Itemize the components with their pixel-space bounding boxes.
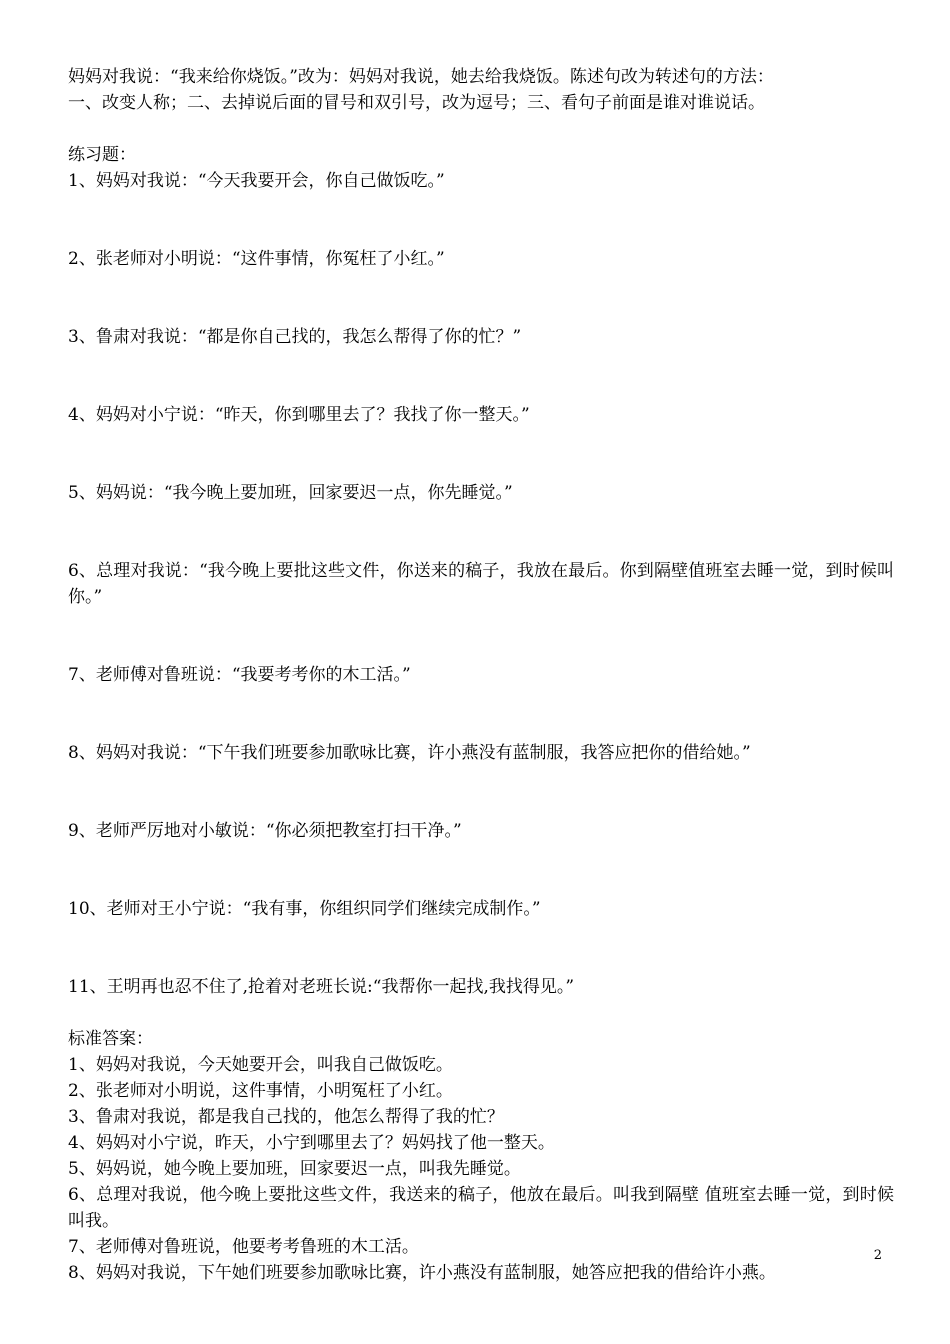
exercise-item-1: 1、妈妈对我说：“今天我要开会，你自己做饭吃。”: [68, 171, 445, 191]
exercise-item-4: 4、妈妈对小宁说：“昨天，你到哪里去了？我找了你一整天。”: [68, 405, 530, 425]
exercise-item-2: 2、张老师对小明说：“这件事情，你冤枉了小红。”: [68, 249, 445, 269]
spacer: [68, 688, 894, 740]
answer-item-1: 1、妈妈对我说，今天她要开会，叫我自己做饭吃。: [68, 1055, 453, 1075]
spacer: [68, 428, 894, 480]
answer-item-5: 5、妈妈说，她今晚上要加班，回家要迟一点，叫我先睡觉。: [68, 1159, 521, 1179]
document-page: [68, 64, 894, 1286]
spacer: [68, 272, 894, 324]
exercise-item-9: 9、老师严厉地对小敏说：“你必须把教室打扫干净。”: [68, 821, 462, 841]
answer-item-6: 6、总理对我说，他今晚上要批这些文件，我送来的稿子，他放在最后。叫我到隔壁 值班室去睡一觉，到时候叫我。: [68, 1185, 894, 1231]
exercise-item-6: 6、总理对我说：“我今晚上要批这些文件，你送来的稿子，我放在最后。你到隔壁值班室去睡一觉，到时候叫你。”: [68, 561, 894, 607]
intro-line-1: 妈妈对我说：“我来给你烧饭。”改为：妈妈对我说，她去给我烧饭。陈述句改为转述句的方法：: [68, 67, 774, 87]
answer-item-3: 3、鲁肃对我说，都是我自己找的，他怎么帮得了我的忙？: [68, 1107, 504, 1127]
answer-item-4: 4、妈妈对小宁说，昨天，小宁到哪里去了？妈妈找了他一整天。: [68, 1133, 555, 1153]
spacer: [68, 194, 894, 246]
spacer: [68, 922, 894, 974]
exercise-item-10: 10、老师对王小宁说：“我有事，你组织同学们继续完成制作。”: [68, 899, 541, 919]
spacer: [68, 116, 894, 142]
answers-heading: 标准答案：: [68, 1029, 153, 1049]
answer-item-7: 7、老师傅对鲁班说，他要考考鲁班的木工活。: [68, 1237, 419, 1257]
exercise-item-8: 8、妈妈对我说：“下午我们班要参加歌咏比赛，许小燕没有蓝制服，我答应把你的借给她。”: [68, 743, 751, 763]
spacer: [68, 506, 894, 558]
exercise-item-3: 3、鲁肃对我说：“都是你自己找的，我怎么帮得了你的忙？”: [68, 327, 522, 347]
spacer: [68, 610, 894, 662]
exercise-item-7: 7、老师傅对鲁班说：“我要考考你的木工活。”: [68, 665, 411, 685]
spacer: [68, 1000, 894, 1026]
answer-item-8: 8、妈妈对我说，下午她们班要参加歌咏比赛，许小燕没有蓝制服，她答应把我的借给许小燕。: [68, 1263, 776, 1283]
intro-line-2: 一、改变人称；二、去掉说后面的冒号和双引号，改为逗号；三、看句子前面是谁对谁说话。: [68, 93, 765, 113]
page-number: 2: [873, 1248, 882, 1263]
spacer: [68, 766, 894, 818]
answer-item-2: 2、张老师对小明说，这件事情，小明冤枉了小红。: [68, 1081, 453, 1101]
exercise-item-5: 5、妈妈说：“我今晚上要加班，回家要迟一点，你先睡觉。”: [68, 483, 513, 503]
spacer: [68, 844, 894, 896]
spacer: [68, 350, 894, 402]
exercises-heading: 练习题：: [68, 145, 136, 165]
exercise-item-11: 11、王明再也忍不住了,抢着对老班长说:“我帮你一起找,我找得见。”: [68, 977, 575, 997]
